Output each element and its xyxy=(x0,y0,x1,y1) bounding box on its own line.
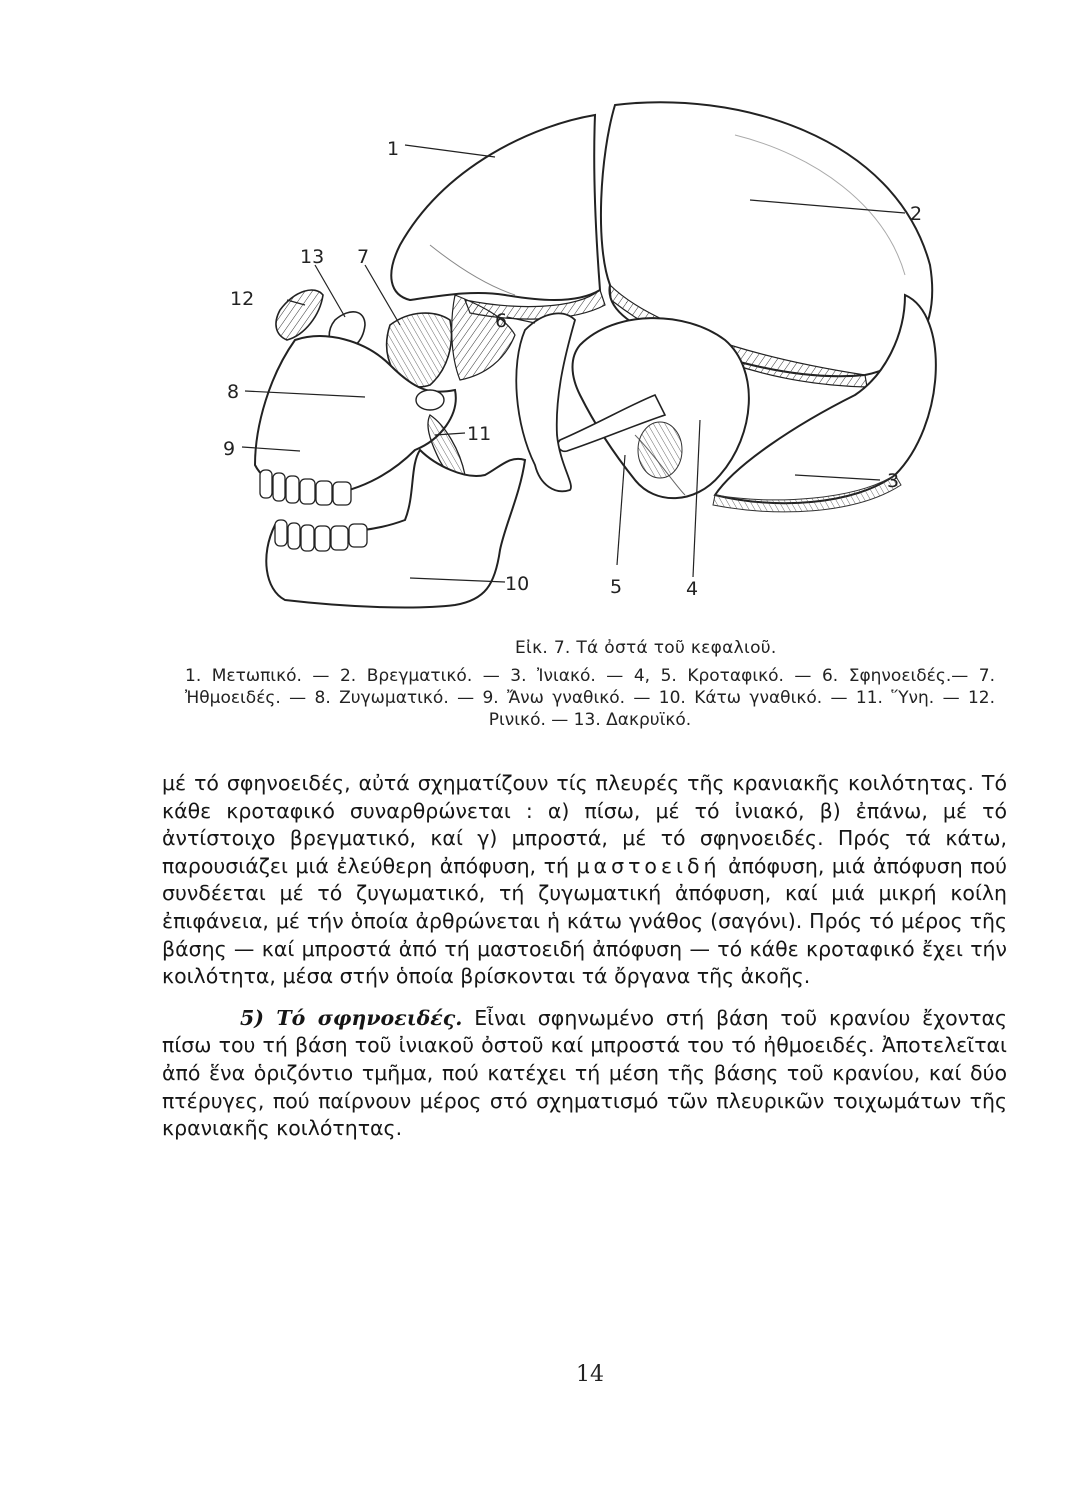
paragraph-sphenoid xyxy=(162,1005,1007,1143)
label-4: 4 xyxy=(686,578,699,600)
label-9: 9 xyxy=(223,438,236,460)
paragraph-temporal xyxy=(162,770,1007,991)
paragraph-sphenoid-text: Εἶναι σφηνωμένο στή βάση τοῦ κρανίου ἔχοντας πίσω του τή βάση τοῦ ἰνιακοῦ ὀστοῦ καί μπροστά του τό ἠθμοειδές. Ἀποτελεῖται ἀπό ἕνα ὁριζόντιο τμῆμα, πού κατέχει τή μέση τῆς βάσης τοῦ κρανίου, καί δύο πτέρυγες, πού παίρνουν μέρος στό σχηματισμό τῶν πλευρικῶν τοιχωμάτων τῆς κρανιακῆς κοιλότητας. xyxy=(162,1005,1007,1141)
figure-caption-title: Εἰκ. 7. Τά ὀστά τοῦ κεφαλιοῦ. xyxy=(515,638,777,658)
label-7: 7 xyxy=(357,246,370,268)
label-11: 11 xyxy=(467,423,492,445)
label-6: 6 xyxy=(495,310,508,332)
skull-exploded-illustration xyxy=(215,95,960,635)
paragraph-temporal-part1: μέ τό σφηνοειδές, αὐτά σχηματίζουν τίς πλευρές τῆς κρανιακῆς κοιλότητας. Τό κάθε κροταφικό συναρθρώνεται : α) πίσω, μέ τό ἰνιακό, β) ἐπάνω, μέ τό ἀντίστοιχο βρεγματικό, καί γ) μπροστά, μέ τό σφηνοειδές. Πρός τά κάτω, παρουσιάζει μιά ἐλεύθερη ἀπόφυση, τή xyxy=(162,771,1007,878)
section-heading-sphenoid: 5) Τό σφηνοειδές. xyxy=(240,1005,463,1030)
label-10: 10 xyxy=(505,573,530,595)
body-text xyxy=(162,770,1007,1143)
page-number: 14 xyxy=(576,1362,604,1387)
label-12: 12 xyxy=(230,288,255,310)
label-8: 8 xyxy=(227,381,240,403)
label-1: 1 xyxy=(387,138,400,160)
label-2: 2 xyxy=(910,203,923,225)
label-13: 13 xyxy=(300,246,325,268)
lower-teeth xyxy=(275,520,367,551)
frontal-bone xyxy=(391,115,600,300)
paragraph-temporal-part2: ἀπόφυση, μιά ἀπόφυση πού συνδέεται μέ τό ζυγωματικό, τή ζυγωματική ἀπόφυση, καί μιά μικρή κοίλη ἐπιφάνεια, μέ τήν ὁποία ἀρθρώνεται ἡ κάτω γνάθος (σαγόνι). Πρός τό μέρος τῆς βάσης — καί μπροστά ἀπό τή μαστοειδή ἀπόφυση — τό κάθε κροταφικό ἔχει τήν κοιλότητα, μέσα στήν ὁποία βρίσκονται τά ὄργανα τῆς ἀκοῆς. xyxy=(162,853,1007,989)
nasal-bone xyxy=(276,290,323,340)
skull-bones-figure xyxy=(215,95,960,635)
label-3: 3 xyxy=(887,470,900,492)
term-mastoid-spaced: μαστοειδή xyxy=(576,853,721,878)
label-5: 5 xyxy=(610,576,623,598)
figure-caption-legend: 1. Μετωπικό. — 2. Βρεγματικό. — 3. Ἰνιακό. — 4, 5. Κροταφικό. — 6. Σφηνοειδές.— 7. Ἠθμοειδές. — 8. Ζυγωματικό. — 9. Ἄνω γναθικό. — 10. Κάτω γναθικό. — 11. Ὕνη. — 12. Ρινικό. — 13. Δακρυϊκό. xyxy=(185,666,995,730)
